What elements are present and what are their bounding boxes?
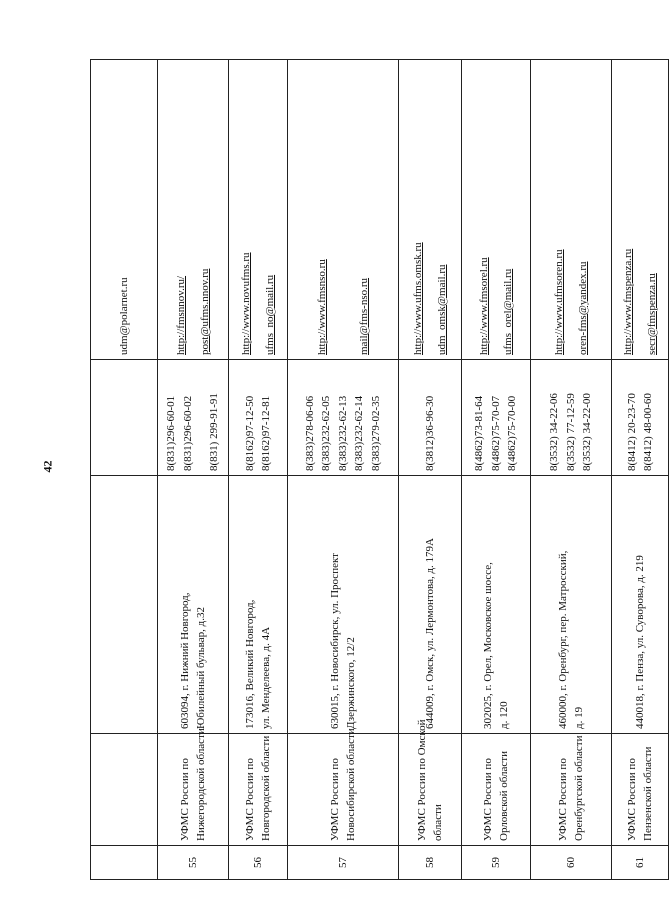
row-number-cell [288,846,399,880]
email-link[interactable]: secr@fmspenza.ru [646,273,658,355]
phone-number: 8(8412) 20-23-70 [625,393,638,471]
row-number-cell [462,846,531,880]
phone-number: 8(383)232-62-14 [353,395,366,471]
address-line: 460000, г. Оренбург, пер. Матросский, [556,550,569,729]
website-link[interactable]: http://www.fmsnso.ru [315,259,328,355]
phone-number: 8(383)232-62-05 [320,395,333,471]
row-number-cell [399,846,462,880]
phone-cell [399,360,462,476]
office-name: Нижегородской области [195,728,207,841]
address-cell [462,476,531,734]
phone-number: 8(383)279-02-35 [369,395,382,471]
website-link[interactable]: http://www.novufms.ru [239,252,252,355]
office-name: УФМС России по [556,758,569,841]
table-row [229,60,288,880]
row-number: 59 [489,857,502,868]
office-name-cell [399,719,462,846]
email-link[interactable]: oren-fms@yandex.ru [577,261,589,355]
table-row [531,60,612,880]
phone-cell [288,360,399,476]
office-name: УФМС России по Омской [415,719,428,841]
address-cell [229,476,288,734]
address-line: д. 19 [573,706,585,729]
website-link[interactable]: http://www.ufmsoren.ru [552,249,565,355]
address-line: Дзержинского, 12/2 [345,637,357,729]
table-row [399,60,462,880]
office-name: Оренбургской области [573,735,585,841]
web-email-cell [399,60,462,360]
row-number-cell [158,846,229,880]
ufms-contacts-table [90,59,669,880]
email-link[interactable]: udm_omsk@mail.ru [436,264,448,355]
row-number-cell [531,846,612,880]
office-name-cell [462,734,531,846]
phone-number: 8(3532) 34-22-06 [548,393,561,471]
email-link[interactable]: mail@fms-nso.ru [358,277,370,355]
phone-number: 8(8412) 48-00-60 [642,393,654,471]
phone-spacer [196,364,206,471]
office-name-cell [612,734,669,846]
row-number: 56 [251,857,264,868]
link-spacer [189,64,197,355]
phone-number: 8(3532) 34-22-00 [581,393,594,471]
link-spacer [492,64,500,355]
office-name: Новосибирской области [345,728,357,841]
row-number: 60 [564,857,577,868]
page-number: 42 [40,460,55,473]
phone-number: 8(831) 299-91-91 [208,393,221,471]
row-number-cell [612,846,669,880]
office-name-cell [229,734,288,846]
office-name-cell [158,728,229,846]
row-number: 61 [633,857,646,868]
website-link[interactable]: http://www.ufms.omsk.ru [411,242,424,355]
address-cell [531,476,612,734]
address-line: д. 120 [498,701,510,729]
phone-cell [229,360,288,476]
email-text: udm@polarnet.ru [117,277,130,355]
phone-cell [462,360,531,476]
address-line: 302025, г. Орел, Московское шоссе, [481,562,494,729]
office-name: УФМС России по [625,758,638,841]
web-email-cell [612,60,669,360]
office-name: Новгородской области [260,735,272,841]
address-line: 603094, г. Нижний Новгород, [178,592,191,729]
phone-number: 8(8162)97-12-50 [243,395,256,471]
link-spacer [636,64,644,355]
phone-number: 8(8162)97-12-81 [260,395,272,471]
link-spacer [330,64,356,355]
website-link[interactable]: http://www.fmspenza.ru [621,248,634,355]
office-name: Пензенской области [642,746,654,841]
table-row [288,60,399,880]
web-email-cell [158,60,229,360]
table-container [90,60,658,880]
row-number: 55 [186,857,199,868]
address-line: 440018, г. Пенза, ул. Суворова, д. 219 [633,555,646,729]
phone-number: 8(4862)75-70-07 [489,395,502,471]
phone-number: 8(383)232-62-13 [336,395,349,471]
web-email-cell [288,60,399,360]
phone-number: 8(831)296-60-01 [165,395,178,471]
email-link[interactable]: ufms_orel@mail.ru [502,268,514,355]
link-spacer [254,64,262,355]
website-link[interactable]: http://fmsnnov.ru/ [174,275,187,355]
web-email-cell [462,60,531,360]
address-line: Юбилейный бульвар, д.32 [195,607,207,729]
table-row-continuation [91,60,158,880]
address-cell [612,476,669,734]
office-name: УФМС России по [178,758,191,841]
link-spacer [426,64,434,355]
address-cell [399,476,462,734]
phone-cell [158,360,229,476]
phone-number: 8(831)296-60-02 [181,395,194,471]
address-cell [288,476,399,734]
table-row [462,60,531,880]
phone-number: 8(3812)36-96-30 [423,395,436,471]
office-name-cell [531,734,612,846]
table-row [612,60,669,880]
row-number-cell [229,846,288,880]
phone-number: 8(383)278-06-06 [303,395,316,471]
email-link[interactable]: post@ufms.nnov.ru [199,268,211,355]
web-email-cell [229,60,288,360]
link-spacer [567,64,575,355]
office-name-cell [288,728,399,846]
phone-number: 8(4862)75-70-00 [506,395,519,471]
website-link[interactable]: http://www.fmsorel.ru [477,257,490,355]
web-email-cell [531,60,612,360]
address-line: 630015, г. Новосибирск, ул. Проспект [328,553,341,729]
address-line: 644009, г. Омск, ул. Лермонтова, д. 179А [423,538,436,729]
row-number: 57 [336,857,349,868]
office-name: УФМС России по [243,758,256,841]
phone-cell [612,360,669,476]
office-name: УФМС России по [328,758,341,841]
phone-cell [531,360,612,476]
phone-number: 8(3532) 77-12-59 [564,393,577,471]
address-cell [158,476,229,734]
office-name: УФМС России по [481,758,494,841]
address-line: ул. Менделеева, д. 4А [260,626,272,729]
table-row [158,60,229,880]
office-name: области [432,804,444,841]
phone-number: 8(4862)73-81-64 [473,395,486,471]
address-line: 173016, Великий Новгород, [243,599,256,729]
email-link[interactable]: ufms_no@mail.ru [264,274,276,355]
row-number: 58 [423,857,436,868]
office-name: Орловской области [498,751,510,841]
